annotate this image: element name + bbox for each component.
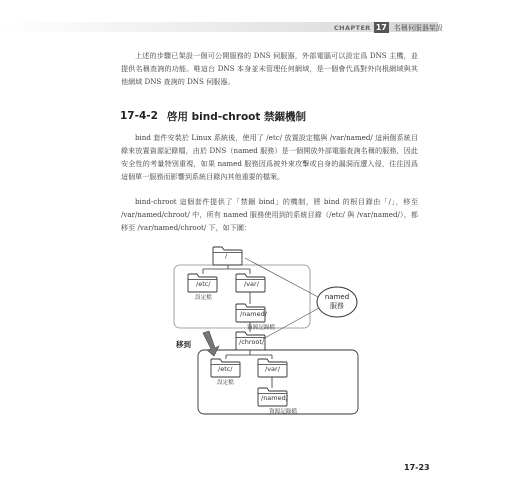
named-service-label [318,293,356,311]
etc-folder-label: /etc/ [196,280,211,288]
bind-chroot-paragraph: bind-chroot 這個套件提供了「禁錮 bind」的機制，將 bind 的根目錄由「/」，移至 /var/named/chroot/ 中，所有 named 服務使用到的系統目錄（/etc/ 與 /var/named/），都移至 /var/named/chroot/ 下，如下圖： [121,197,418,232]
named-caption: 資源記錄檔 [247,325,275,331]
section-number: 17-4-2 [120,110,158,122]
named-service-name: named [324,293,350,301]
chapter-title: 名稱伺服器架設 [393,23,443,32]
root-folder-label: / [225,252,228,260]
chroot-folder-label: /chroot/ [239,338,265,346]
section-title: 啓用 bind-chroot 禁錮機制 [166,110,307,123]
inner-var-folder-label: /var/ [265,365,280,373]
move-to-label: 移到 [176,340,191,349]
inner-etc-caption: 設定檔 [217,380,234,386]
move-arrow-icon [203,331,219,356]
etc-caption: 設定檔 [195,295,212,301]
inner-named-folder-label: /named/ [261,394,288,402]
chapter-number-badge: 17 [375,23,387,32]
bind-security-paragraph: bind 套件安裝於 Linux 系統後，使用了 /etc/ 放置設定檔與 /var/named/ 這兩個系統目錄來放置資源記錄檔，由於 DNS（named 服務）是一個開放外部電腦查詢名稱的服務，因此安全性的考量特別重視，如果 named 服務因爲被外來攻擊或自身的漏洞而遭入侵，往往因爲這個單一服務而影響到系統目錄內其他重要的檔案。 [121,133,418,181]
page-number: 17-23 [404,463,430,472]
intro-paragraph: 上述的步驟已架設一個可公開服務的 DNS 伺服器，外部電腦可以設定爲 DNS 主機，並提供名稱查詢的功能。唯這台 DNS 本身並未管理任何網域，是一個會代爲對外向根網域與其他網域 DNS 查詢的 DNS 伺服器。 [121,51,418,86]
inner-etc-folder-label: /etc/ [218,365,233,373]
named-service-word: 服務 [330,302,344,310]
root-folder-icon [213,247,242,265]
var-folder-label: /var/ [244,280,259,288]
chapter-label: CHAPTER [334,23,371,32]
inner-named-caption: 資源記錄檔 [269,409,297,415]
named-folder-label: /named/ [240,310,267,318]
